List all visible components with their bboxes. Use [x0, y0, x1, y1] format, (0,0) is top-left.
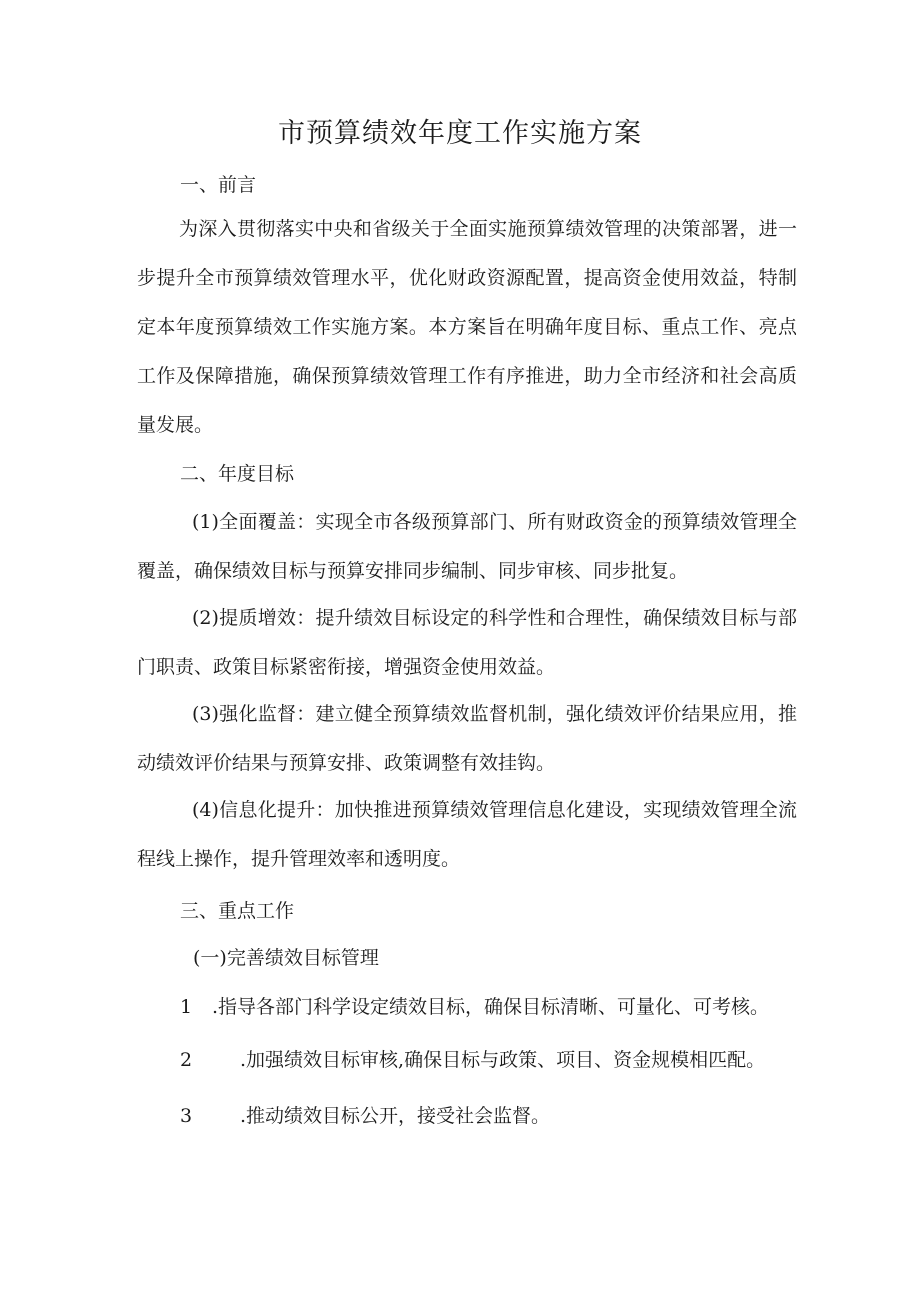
preface-paragraph: 为深入贯彻落实中央和省级关于全面实施预算绩效管理的决策部署，进一步提升全市预算绩效管理水平，优化财政资源配置，提高资金使用效益，特制定本年度预算绩效工作实施方案。本方案旨在明确年度目标、重点工作、亮点工作及保障措施，确保预算绩效管理工作有序推进，助力全市经济和社会高质量发展。 [137, 218, 797, 436]
list-text: .加强绩效目标审核,确保目标与政策、项目、资金规模相匹配。 [240, 1049, 766, 1071]
list-text: .指导各部门科学设定绩效目标，确保目标清晰、可量化、可考核。 [212, 996, 770, 1018]
list-number: 1 [180, 996, 193, 1018]
section-heading-annual-goals: 二、年度目标 [180, 463, 295, 485]
goal-item-4: (4)信息化提升：加快推进预算绩效管理信息化建设，实现绩效管理全流程线上操作，提升管理效率和透明度。 [137, 799, 797, 870]
list-number: 3 [180, 1105, 193, 1127]
document-title: 市预算绩效年度工作实施方案 [278, 118, 642, 149]
subsection-heading-goal-management: (一)完善绩效目标管理 [193, 947, 379, 969]
list-text: .推动绩效目标公开，接受社会监督。 [240, 1105, 551, 1127]
list-item-1 [180, 992, 769, 1022]
goal-item-2: (2)提质增效：提升绩效目标设定的科学性和合理性，确保绩效目标与部门职责、政策目标紧密衔接，增强资金使用效益。 [137, 607, 797, 678]
list-item-2 [180, 1045, 765, 1075]
section-heading-key-work: 三、重点工作 [180, 900, 295, 922]
section-heading-preface: 一、前言 [180, 174, 257, 196]
goal-item-3: (3)强化监督：建立健全预算绩效监督机制，强化绩效评价结果应用，推动绩效评价结果与预算安排、政策调整有效挂钩。 [137, 703, 797, 774]
list-item-3 [180, 1101, 550, 1131]
list-number: 2 [180, 1049, 193, 1071]
goal-item-1: (1)全面覆盖：实现全市各级预算部门、所有财政资金的预算绩效管理全覆盖，确保绩效目标与预算安排同步编制、同步审核、同步批复。 [137, 511, 797, 582]
